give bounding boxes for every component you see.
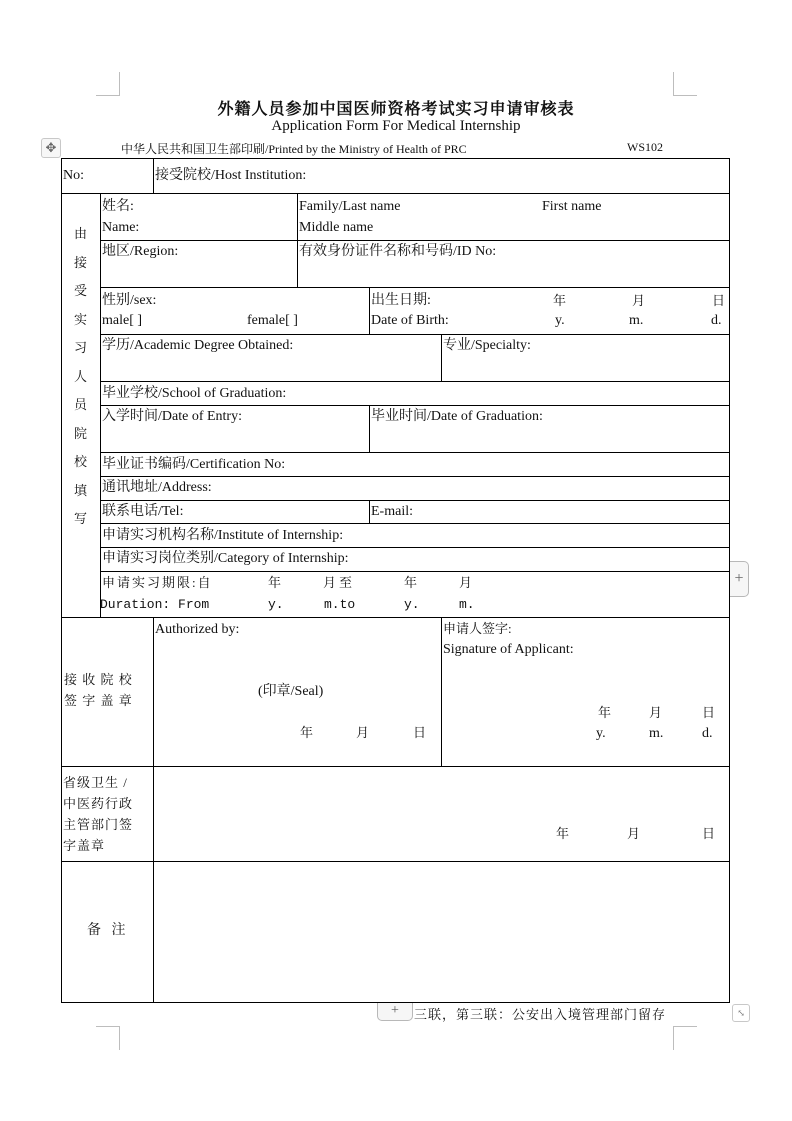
female-checkbox[interactable]: female[ ] — [247, 313, 298, 328]
side-char: 实 — [73, 311, 87, 327]
authorized-by-field[interactable]: Authorized by: — [155, 622, 240, 637]
provincial-label — [63, 772, 133, 856]
provincial-label-line: 省级卫生 / — [63, 775, 128, 790]
id-no-field[interactable]: 有效身份证件名称和号码/ID No: — [299, 244, 497, 259]
first-name-field[interactable]: First name — [542, 199, 602, 214]
grid-line — [61, 617, 730, 618]
grid-line — [100, 476, 730, 477]
dob-cn-label: 出生日期: — [371, 293, 431, 308]
grid-line — [369, 405, 370, 452]
grid-line — [297, 193, 298, 287]
grid-line — [100, 405, 730, 406]
school-field[interactable]: 毕业学校/School of Graduation: — [102, 386, 287, 401]
crop-mark-top-left — [96, 72, 120, 96]
side-char: 受 — [73, 283, 87, 298]
side-char: 接 — [73, 254, 87, 270]
applicant-day-cn: 日 — [702, 705, 716, 720]
name-cn-label: 姓名: — [102, 199, 134, 214]
grid-line — [61, 158, 730, 159]
duration-month2-field[interactable]: m. — [459, 597, 475, 612]
remarks-label: 备 注 — [87, 923, 126, 938]
tel-field[interactable]: 联系电话/Tel: — [102, 504, 184, 519]
middle-name-field[interactable]: Middle name — [299, 220, 374, 235]
provincial-month-cn: 月 — [627, 826, 641, 841]
grid-line — [100, 452, 730, 453]
grid-line — [369, 287, 370, 334]
side-label-applicant-fill — [61, 220, 100, 534]
applicant-month-field[interactable]: m. — [649, 726, 664, 741]
provincial-label-line: 字盖章 — [63, 838, 106, 853]
grid-line — [100, 240, 730, 241]
grid-line — [100, 571, 730, 572]
applicant-year-field[interactable]: y. — [596, 726, 606, 741]
side-char: 由 — [73, 226, 87, 241]
duration-month2-cn: 月 — [459, 575, 473, 590]
date-graduation-field[interactable]: 毕业时间/Date of Graduation: — [371, 409, 543, 424]
host-sign-label-line1: 接 收 院 校 — [64, 672, 133, 687]
crop-mark-top-right — [673, 72, 697, 96]
applicant-sign-cn-label: 申请人签字: — [443, 621, 512, 636]
duration-month1-field[interactable]: m.to — [324, 597, 356, 612]
specialty-field[interactable]: 专业/Specialty: — [443, 338, 531, 353]
host-sign-label-line2: 签 字 盖 章 — [64, 693, 133, 708]
grid-line — [369, 500, 370, 523]
male-checkbox[interactable]: male[ ] — [102, 313, 143, 328]
side-char: 院 — [73, 425, 87, 441]
host-sign-year-cn: 年 — [300, 725, 314, 740]
duration-cn-label: 申请实习期限:自 — [102, 575, 213, 590]
category-field[interactable]: 申请实习岗位类别/Category of Internship: — [102, 551, 349, 566]
grid-line — [153, 158, 154, 193]
provincial-day-cn: 日 — [702, 826, 716, 841]
duration-year2-cn: 年 — [404, 575, 418, 590]
grid-line — [100, 547, 730, 548]
dob-day-cn: 日 — [712, 293, 726, 308]
email-field[interactable]: E-mail: — [371, 504, 413, 519]
dob-en-label: Date of Birth: — [371, 313, 449, 328]
crop-mark-bottom-right — [673, 1026, 697, 1050]
grid-line — [441, 334, 442, 381]
provincial-year-cn: 年 — [556, 826, 570, 841]
add-column-icon[interactable]: + — [730, 561, 749, 597]
duration-year2-field[interactable]: y. — [404, 597, 420, 612]
certification-field[interactable]: 毕业证书编码/Certification No: — [102, 457, 286, 472]
remarks-field[interactable] — [154, 862, 729, 1002]
printed-by: 中华人民共和国卫生部印刷/Printed by the Ministry of Health of PRC — [121, 142, 467, 156]
applicant-signature-field[interactable]: Signature of Applicant: — [443, 642, 574, 657]
grid-line — [100, 381, 730, 382]
grid-line — [100, 334, 730, 335]
resize-icon[interactable]: ⤡ — [732, 1004, 750, 1022]
side-char: 员 — [73, 397, 87, 412]
duration-en-label: Duration: From — [100, 597, 210, 612]
dob-year-cn: 年 — [553, 293, 567, 308]
duration-year1-field[interactable]: y. — [268, 597, 284, 612]
grid-line — [100, 523, 730, 524]
dob-month-cn: 月 — [632, 293, 646, 308]
dob-month-field[interactable]: m. — [629, 313, 644, 328]
side-char: 校 — [73, 454, 87, 469]
grid-line — [100, 500, 730, 501]
sex-label: 性别/sex: — [102, 293, 157, 308]
grid-line — [100, 287, 730, 288]
dob-day-field[interactable]: d. — [711, 313, 722, 328]
crop-mark-bottom-left — [96, 1026, 120, 1050]
family-name-field[interactable]: Family/Last name — [299, 199, 401, 214]
side-char: 填 — [73, 482, 87, 498]
date-entry-field[interactable]: 入学时间/Date of Entry: — [102, 409, 242, 424]
seal-label: (印章/Seal) — [258, 684, 324, 699]
applicant-month-cn: 月 — [649, 705, 663, 720]
side-char: 人 — [73, 368, 87, 384]
grid-line — [441, 617, 442, 766]
applicant-year-cn: 年 — [598, 705, 612, 720]
academic-degree-field[interactable]: 学历/Academic Degree Obtained: — [102, 338, 294, 353]
address-field[interactable]: 通讯地址/Address: — [102, 480, 212, 495]
host-sign-month-cn: 月 — [356, 725, 370, 740]
side-char: 写 — [73, 511, 87, 526]
provincial-label-line: 主管部门签 — [63, 817, 134, 832]
form-title-cn: 外籍人员参加中国医师资格考试实习申请审核表 — [217, 101, 575, 118]
applicant-day-field[interactable]: d. — [702, 726, 713, 741]
side-char: 习 — [73, 340, 87, 355]
name-en-field[interactable]: Name: — [102, 220, 140, 235]
duration-year1-cn: 年 — [268, 575, 282, 590]
footer-note: 三联，第三联：公安出入境管理部门留存 — [414, 1007, 667, 1022]
grid-line — [61, 193, 730, 194]
duration-month1-cn: 月至 — [323, 575, 356, 590]
institute-field[interactable]: 申请实习机构名称/Institute of Internship: — [102, 528, 344, 543]
dob-year-field[interactable]: y. — [555, 313, 565, 328]
region-field[interactable]: 地区/Region: — [102, 244, 179, 259]
host-sign-day-cn: 日 — [413, 725, 427, 740]
form-title-en: Application Form For Medical Internship — [271, 118, 521, 134]
no-field[interactable]: No: — [63, 168, 84, 183]
add-row-icon[interactable]: + — [377, 1003, 413, 1021]
host-institution-field[interactable]: 接受院校/Host Institution: — [155, 168, 307, 183]
form-code: WS102 — [627, 140, 663, 154]
grid-line — [61, 766, 730, 767]
provincial-label-line: 中医药行政 — [63, 796, 134, 811]
table-move-handle-icon[interactable]: ✥ — [41, 138, 61, 158]
